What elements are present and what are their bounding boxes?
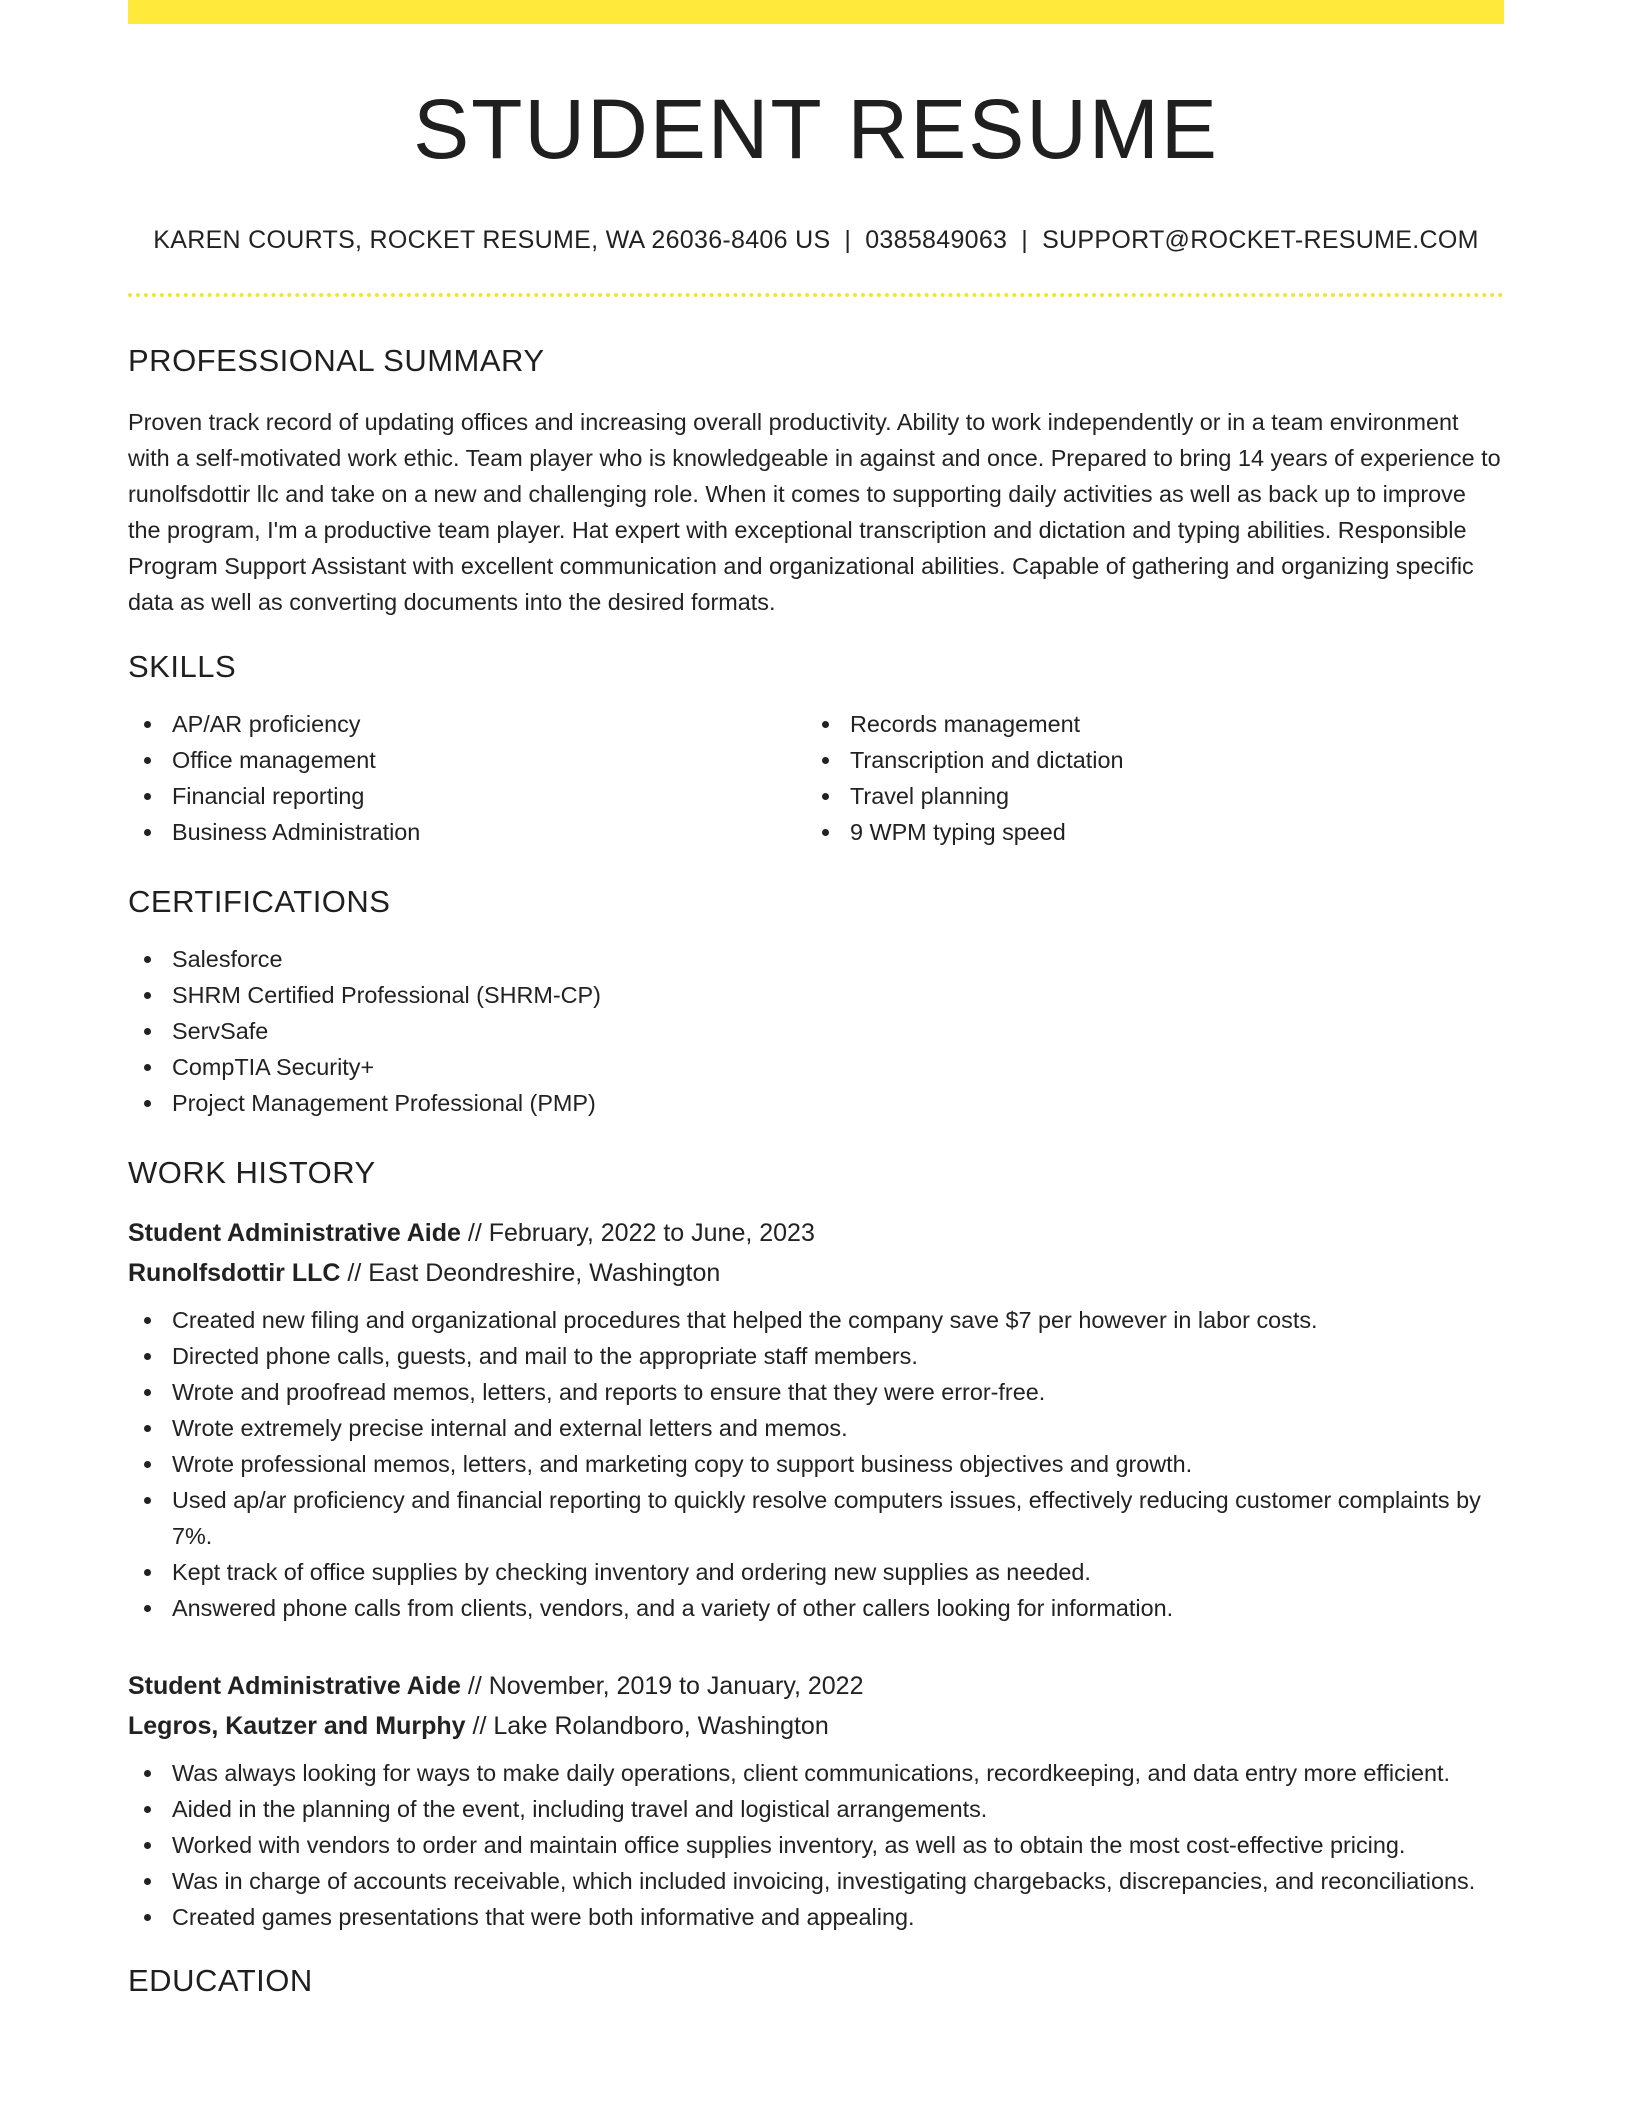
contact-address: KAREN COURTS, ROCKET RESUME, WA 26036-8406 US — [153, 226, 831, 255]
section-heading: EDUCATION — [128, 1963, 313, 1999]
contact-phone: 0385849063 — [865, 226, 1008, 255]
skill-item: Business Administration — [128, 814, 806, 850]
certification-item: Project Management Professional (PMP) — [128, 1085, 1504, 1121]
skill-item: Records management — [806, 706, 1484, 742]
job-bullet: Directed phone calls, guests, and mail to the appropriate staff members. — [128, 1338, 1504, 1374]
resume-page — [128, 0, 1504, 2112]
section-heading: PROFESSIONAL SUMMARY — [128, 343, 545, 379]
job-bullets — [128, 1302, 1504, 1626]
job-bullet: Wrote and proofread memos, letters, and reports to ensure that they were error-free. — [128, 1374, 1504, 1410]
job-bullet: Answered phone calls from clients, vendors, and a variety of other callers looking for information. — [128, 1590, 1504, 1626]
job-company-line — [128, 1706, 1504, 1746]
job-bullet: Kept track of office supplies by checking inventory and ordering new supplies as needed. — [128, 1554, 1504, 1590]
dotted-divider — [128, 293, 1504, 297]
skills-columns — [128, 706, 1504, 850]
professional-summary-section — [128, 342, 1504, 619]
job-bullet: Aided in the planning of the event, including travel and logistical arrangements. — [128, 1791, 1504, 1827]
job-bullet: Was always looking for ways to make daily operations, client communications, recordkeeping, and data entry more efficient. — [128, 1755, 1504, 1791]
certification-item: ServSafe — [128, 1013, 1504, 1049]
contact-email: SUPPORT@ROCKET-RESUME.COM — [1042, 226, 1479, 255]
job-company: Runolfsdottir LLC — [128, 1259, 341, 1288]
job-bullet: Wrote professional memos, letters, and marketing copy to support business objectives and growth. — [128, 1446, 1504, 1482]
job-bullet: Wrote extremely precise internal and external letters and memos. — [128, 1410, 1504, 1446]
skill-item: 9 WPM typing speed — [806, 814, 1484, 850]
job-location: // Lake Rolandboro, Washington — [465, 1712, 829, 1741]
skills-list-right — [806, 706, 1484, 850]
job-bullet: Used ap/ar proficiency and financial reporting to quickly resolve computers issues, effectively reducing customer complaints by 7%. — [128, 1482, 1504, 1554]
certification-item: Salesforce — [128, 941, 1504, 977]
contact-separator: | — [844, 226, 852, 255]
section-heading: CERTIFICATIONS — [128, 883, 391, 919]
job-entry — [128, 1213, 1504, 1626]
skills-list-left — [128, 706, 806, 850]
summary-text: Proven track record of updating offices and increasing overall productivity. Ability to work independently or in a team environment with a self-motivated work ethic. Team player who is knowledgeable in against and once. Prepared to bring 14 years of experience to runolfsdottir llc and take on a new and challenging role. When it comes to supporting daily activities as well as back up to improve the program, I'm a productive team player. Hat expert with exceptional transcription and dictation and typing abilities. Responsible Program Support Assistant with excellent communication and organizational abilities. Capable of gathering and organizing specific data as well as converting documents into the desired formats. — [128, 408, 1501, 615]
contact-line — [128, 225, 1504, 255]
certifications-list — [128, 941, 1504, 1121]
job-entry — [128, 1666, 1504, 1935]
job-title: Student Administrative Aide — [128, 1672, 461, 1701]
job-bullets — [128, 1755, 1504, 1935]
job-location: // East Deondreshire, Washington — [340, 1259, 721, 1288]
skill-item: Travel planning — [806, 778, 1484, 814]
job-title-line — [128, 1213, 1504, 1253]
work-history-section — [128, 1154, 1504, 1935]
job-company: Legros, Kautzer and Murphy — [128, 1712, 466, 1741]
skills-section — [128, 648, 1504, 850]
job-bullet: Created games presentations that were both informative and appealing. — [128, 1899, 1504, 1935]
job-bullet: Was in charge of accounts receivable, which included invoicing, investigating chargebacks, discrepancies, and reconciliations. — [128, 1863, 1504, 1899]
certification-item: SHRM Certified Professional (SHRM-CP) — [128, 977, 1504, 1013]
certification-item: CompTIA Security+ — [128, 1049, 1504, 1085]
education-section — [128, 1962, 1504, 1999]
top-accent-bar — [128, 0, 1504, 24]
job-dates: // February, 2022 to June, 2023 — [460, 1219, 815, 1248]
skill-item: AP/AR proficiency — [128, 706, 806, 742]
skill-item: Financial reporting — [128, 778, 806, 814]
contact-separator: | — [1021, 226, 1029, 255]
job-company-line — [128, 1253, 1504, 1293]
job-bullet: Worked with vendors to order and maintain office supplies inventory, as well as to obtain the most cost-effective pricing. — [128, 1827, 1504, 1863]
job-bullet: Created new filing and organizational procedures that helped the company save $7 per however in labor costs. — [128, 1302, 1504, 1338]
resume-title: STUDENT RESUME — [413, 82, 1219, 176]
skill-item: Office management — [128, 742, 806, 778]
job-title-line — [128, 1666, 1504, 1706]
certifications-section — [128, 883, 1504, 1121]
skill-item: Transcription and dictation — [806, 742, 1484, 778]
section-heading: SKILLS — [128, 648, 237, 684]
section-heading: WORK HISTORY — [128, 1154, 376, 1190]
job-dates: // November, 2019 to January, 2022 — [460, 1672, 864, 1701]
job-title: Student Administrative Aide — [128, 1219, 461, 1248]
